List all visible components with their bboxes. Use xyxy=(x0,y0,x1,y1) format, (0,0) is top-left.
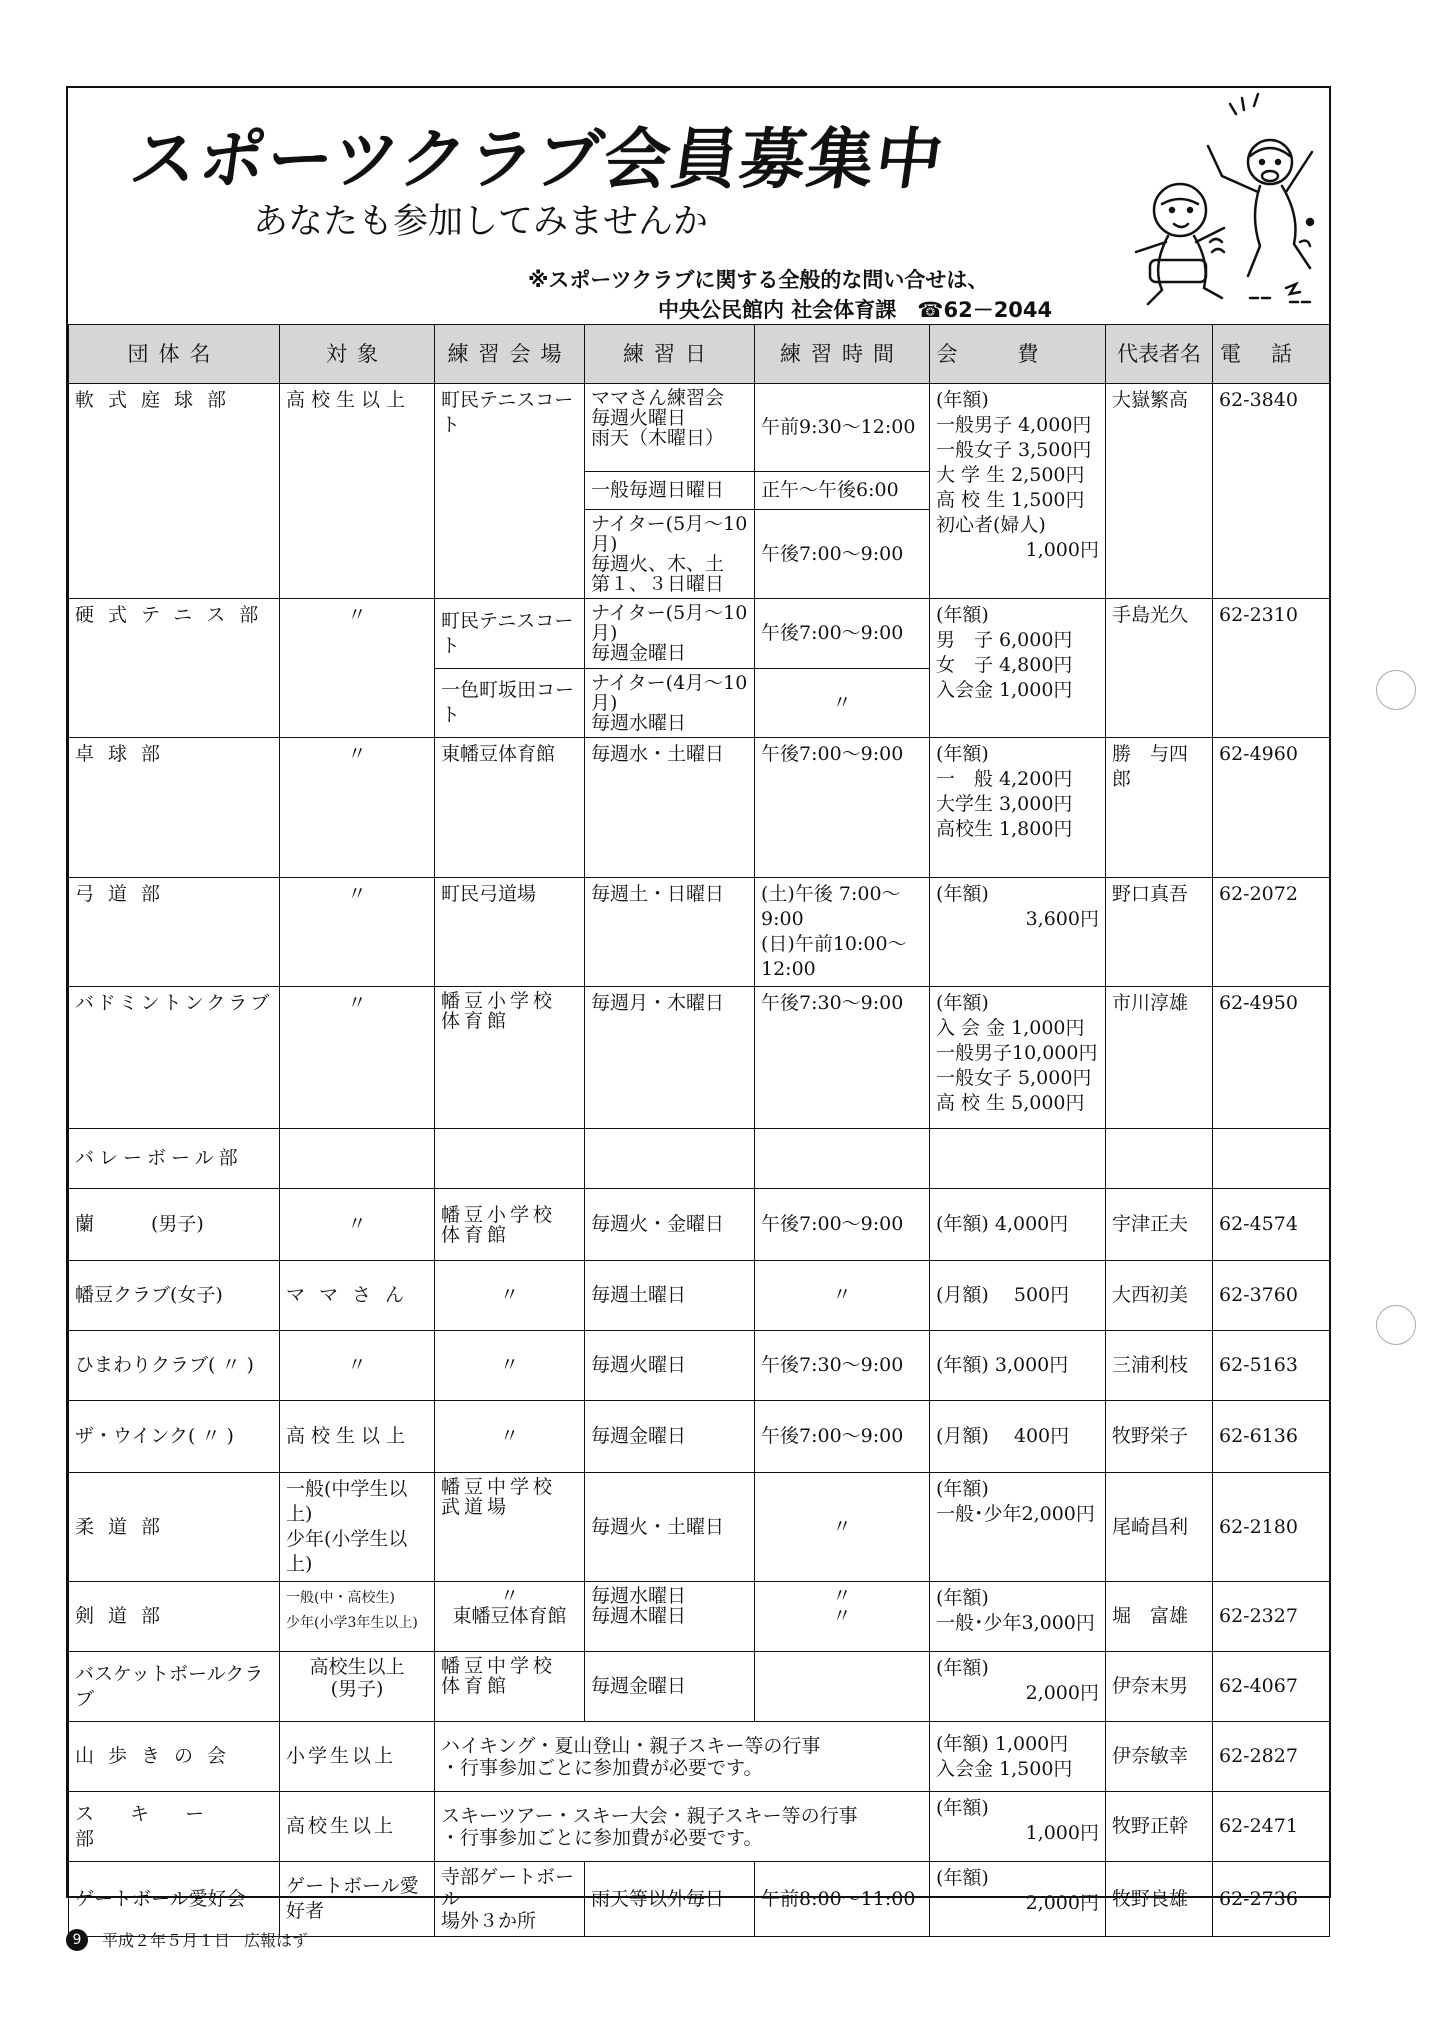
issue-date: 平成２年５月１日 xyxy=(102,1931,231,1950)
club-rep: 野口真吾 xyxy=(1106,878,1213,987)
club-rep: 手島光久 xyxy=(1106,599,1213,738)
club-target: ゲートボール愛好者 xyxy=(280,1862,435,1937)
club-activity: スキーツアー・スキー大会・親子スキー等の行事 ・行事参加ごとに参加費が必要です。 xyxy=(435,1792,930,1862)
club-time: 午後7:00～9:00 xyxy=(755,599,930,669)
publication-name: 広報はず xyxy=(244,1931,309,1950)
col-header-tel: 電話 xyxy=(1213,325,1330,384)
table-row xyxy=(69,1652,1330,1722)
club-rep: 大嶽繁高 xyxy=(1106,384,1213,599)
club-time: 午後7:00～9:00 xyxy=(755,738,930,878)
club-time: 〃 〃 xyxy=(755,1582,930,1652)
club-fee: (年額) 一般･少年2,000円 xyxy=(930,1473,1106,1582)
club-tel: 62-4067 xyxy=(1213,1652,1330,1722)
club-tel: 62-3840 xyxy=(1213,384,1330,599)
club-name: ひまわりクラブ( 〃 ) xyxy=(69,1331,280,1401)
club-day: 毎週月・木曜日 xyxy=(585,987,755,1129)
table-header-row xyxy=(69,325,1330,384)
club-rep: 牧野正幹 xyxy=(1106,1792,1213,1862)
club-time: 〃 xyxy=(755,1261,930,1331)
col-header-venue: 練習会場 xyxy=(435,325,585,384)
club-day: ナイター(4月～10月) 毎週水曜日 xyxy=(585,669,755,738)
club-time: (土)午後 7:00～ 9:00 (日)午前10:00～12:00 xyxy=(755,878,930,987)
club-day: 毎週土・日曜日 xyxy=(585,878,755,987)
club-time: 午後7:30～9:00 xyxy=(755,1331,930,1401)
table-row xyxy=(69,1129,1330,1189)
club-name: スキー部 xyxy=(69,1792,280,1862)
club-time: 午後7:00～9:00 xyxy=(755,510,930,599)
club-activity: ハイキング・夏山登山・親子スキー等の行事 ・行事参加ごとに参加費が必要です。 xyxy=(435,1722,930,1792)
club-fee: (年額) 2,000円 xyxy=(930,1652,1106,1722)
club-day: 毎週火・金曜日 xyxy=(585,1189,755,1261)
club-venue: 町民弓道場 xyxy=(435,878,585,987)
club-venue: 〃 xyxy=(435,1331,585,1401)
club-name: 蘭 (男子) xyxy=(69,1189,280,1261)
club-day: 毎週水曜日 毎週木曜日 xyxy=(585,1582,755,1652)
club-name: 弓道部 xyxy=(69,878,280,987)
club-day: 毎週火曜日 xyxy=(585,1331,755,1401)
club-fee: (年額) 1,000円 入会金 1,500円 xyxy=(930,1722,1106,1792)
club-tel: 62-2327 xyxy=(1213,1582,1330,1652)
club-tel: 62-2471 xyxy=(1213,1792,1330,1862)
club-rep: 伊奈敏幸 xyxy=(1106,1722,1213,1792)
col-header-name: 団体名 xyxy=(69,325,280,384)
club-target: 〃 xyxy=(280,599,435,738)
club-tel: 62-6136 xyxy=(1213,1401,1330,1473)
club-fee: (年額) 2,000円 xyxy=(930,1862,1106,1937)
club-target: 高校生以上 (男子) xyxy=(280,1652,435,1722)
club-rep: 宇津正夫 xyxy=(1106,1189,1213,1261)
club-venue: 東幡豆体育館 xyxy=(435,738,585,878)
page-number: 9 xyxy=(66,1929,88,1951)
club-day: ナイター(5月～10月) 毎週金曜日 xyxy=(585,599,755,669)
club-name: 硬式テニス部 xyxy=(69,599,280,738)
club-fee: (年額) 3,000円 xyxy=(930,1331,1106,1401)
club-time: 午後7:30～9:00 xyxy=(755,987,930,1129)
club-target: 高校生以上 xyxy=(280,384,435,599)
club-target: 〃 xyxy=(280,878,435,987)
club-tel: 62-3760 xyxy=(1213,1261,1330,1331)
club-day: 毎週金曜日 xyxy=(585,1401,755,1473)
club-fee: (年額) 一般･少年3,000円 xyxy=(930,1582,1106,1652)
club-rep: 三浦利枝 xyxy=(1106,1331,1213,1401)
col-header-rep: 代表者名 xyxy=(1106,325,1213,384)
club-fee: (年額) 入 会 金 1,000円 一般男子10,000円 一般女子 5,000円 高 校 生 5,000円 xyxy=(930,987,1106,1129)
club-target: 〃 xyxy=(280,1189,435,1261)
club-rep: 市川淳雄 xyxy=(1106,987,1213,1129)
table-row xyxy=(69,1473,1330,1582)
table-row xyxy=(69,599,1330,669)
club-time: 〃 xyxy=(755,1473,930,1582)
punch-hole-icon xyxy=(1376,1305,1416,1345)
club-name: ザ・ウインク( 〃 ) xyxy=(69,1401,280,1473)
club-rep: 牧野栄子 xyxy=(1106,1401,1213,1473)
club-target: 一般(中・高校生) 少年(小学3年生以上) xyxy=(280,1582,435,1652)
club-tel: 62-4950 xyxy=(1213,987,1330,1129)
page-title: スポーツクラブ会員募集中 xyxy=(125,121,950,198)
club-name: バスケットボールクラブ xyxy=(69,1652,280,1722)
club-name: 軟式庭球部 xyxy=(69,384,280,599)
footer xyxy=(66,1928,308,1951)
club-tel: 62-5163 xyxy=(1213,1331,1330,1401)
club-name: 剣道部 xyxy=(69,1582,280,1652)
club-tel: 62-4574 xyxy=(1213,1189,1330,1261)
club-fee: (年額) 4,000円 xyxy=(930,1189,1106,1261)
club-venue: 幡豆中学校 武道場 xyxy=(435,1473,585,1582)
page-frame xyxy=(66,86,1331,1932)
inquiry-note: ※スポーツクラブに関する全般的な問い合せは、 xyxy=(528,268,989,292)
club-fee: (年額) 1,000円 xyxy=(930,1792,1106,1862)
club-name: 山歩きの会 xyxy=(69,1722,280,1792)
club-fee: (月額) 500円 xyxy=(930,1261,1106,1331)
club-venue: 幡豆小学校 体育館 xyxy=(435,1189,585,1261)
club-time: 〃 xyxy=(755,669,930,738)
club-target: 一般(中学生以上) 少年(小学生以上) xyxy=(280,1473,435,1582)
club-fee: (月額) 400円 xyxy=(930,1401,1106,1473)
club-target: 〃 xyxy=(280,738,435,878)
club-name: ゲートボール愛好会 xyxy=(69,1862,280,1937)
club-venue: 寺部ゲートボール 場外３か所 xyxy=(435,1862,585,1937)
club-venue: 幡豆中学校 体育館 xyxy=(435,1652,585,1722)
table-row xyxy=(69,738,1330,878)
table-row xyxy=(69,987,1330,1129)
clubs-table xyxy=(68,324,1330,1937)
club-rep: 堀 富雄 xyxy=(1106,1582,1213,1652)
club-day: 毎週金曜日 xyxy=(585,1652,755,1722)
club-tel: 62-2736 xyxy=(1213,1862,1330,1937)
club-fee: (年額) 一 般 4,200円 大学生 3,000円 高校生 1,800円 xyxy=(930,738,1106,878)
club-target: 高校生以上 xyxy=(280,1401,435,1473)
club-name: バレーボール部 xyxy=(69,1129,280,1189)
club-rep: 伊奈末男 xyxy=(1106,1652,1213,1722)
club-day: 毎週土曜日 xyxy=(585,1261,755,1331)
table-row xyxy=(69,1722,1330,1792)
club-time: 正午～午後6:00 xyxy=(755,472,930,510)
col-header-fee: 会費 xyxy=(930,325,1106,384)
club-venue: 〃 xyxy=(435,1401,585,1473)
club-tel: 62-2827 xyxy=(1213,1722,1330,1792)
club-tel: 62-4960 xyxy=(1213,738,1330,878)
club-rep: 大西初美 xyxy=(1106,1261,1213,1331)
table-row xyxy=(69,1792,1330,1862)
club-tel: 62-2072 xyxy=(1213,878,1330,987)
club-time: 午後7:00～9:00 xyxy=(755,1401,930,1473)
table-row xyxy=(69,878,1330,987)
col-header-target: 対象 xyxy=(280,325,435,384)
inquiry-contact: 中央公民館内 社会体育課 ☎62－2044 xyxy=(658,298,1053,322)
club-target: 小学生以上 xyxy=(280,1722,435,1792)
club-target: 高校生以上 xyxy=(280,1792,435,1862)
table-row xyxy=(69,1582,1330,1652)
club-tel: 62-2180 xyxy=(1213,1473,1330,1582)
club-venue: 〃 xyxy=(435,1261,585,1331)
col-header-time: 練習時間 xyxy=(755,325,930,384)
club-tel: 62-2310 xyxy=(1213,599,1330,738)
club-name: 幡豆クラブ(女子) xyxy=(69,1261,280,1331)
club-venue: 一色町坂田コート xyxy=(435,669,585,738)
club-venue: 町民テニスコート xyxy=(435,384,585,599)
table-row xyxy=(69,384,1330,472)
club-day: 毎週火・土曜日 xyxy=(585,1473,755,1582)
club-target: ママさん xyxy=(280,1261,435,1331)
club-rep: 牧野良雄 xyxy=(1106,1862,1213,1937)
table-row xyxy=(69,1189,1330,1261)
table-row xyxy=(69,1401,1330,1473)
club-day: ナイター(5月～10月) 毎週火、木、土 第１、３日曜日 xyxy=(585,510,755,599)
club-target: 〃 xyxy=(280,987,435,1129)
club-name: バドミントンクラブ xyxy=(69,987,280,1129)
club-name: 卓球部 xyxy=(69,738,280,878)
table-row xyxy=(69,1331,1330,1401)
page-subtitle: あなたも参加してみませんか xyxy=(253,202,709,242)
club-day: 一般毎週日曜日 xyxy=(585,472,755,510)
col-header-day: 練習日 xyxy=(585,325,755,384)
club-time xyxy=(755,1652,930,1722)
club-venue: 〃 東幡豆体育館 xyxy=(435,1582,585,1652)
club-venue: 町民テニスコート xyxy=(435,599,585,669)
club-rep: 尾崎昌利 xyxy=(1106,1473,1213,1582)
club-fee: (年額) 男 子 6,000円 女 子 4,800円 入会金 1,000円 xyxy=(930,599,1106,738)
table-row xyxy=(69,1261,1330,1331)
club-day: 雨天等以外毎日 xyxy=(585,1862,755,1937)
club-rep: 勝 与四郎 xyxy=(1106,738,1213,878)
club-fee: (年額) 一般男子 4,000円 一般女子 3,500円 大 学 生 2,500円 高 校 生 1,500円 初心者(婦人) 1,000円 xyxy=(930,384,1106,599)
club-target: 〃 xyxy=(280,1331,435,1401)
table-row xyxy=(69,1862,1330,1937)
club-venue: 幡豆小学校 体育館 xyxy=(435,987,585,1129)
club-day: 毎週水・土曜日 xyxy=(585,738,755,878)
running-people-illustration-icon xyxy=(1110,92,1325,317)
club-time: 午前9:30～12:00 xyxy=(755,384,930,472)
club-time: 午後7:00～9:00 xyxy=(755,1189,930,1261)
club-name: 柔道部 xyxy=(69,1473,280,1582)
punch-hole-icon xyxy=(1376,670,1416,710)
header xyxy=(68,88,1329,326)
club-time: 午前8:00～11:00 xyxy=(755,1862,930,1937)
club-day: ママさん練習会 毎週火曜日 雨天（木曜日） xyxy=(585,384,755,472)
club-fee: (年額) 3,600円 xyxy=(930,878,1106,987)
